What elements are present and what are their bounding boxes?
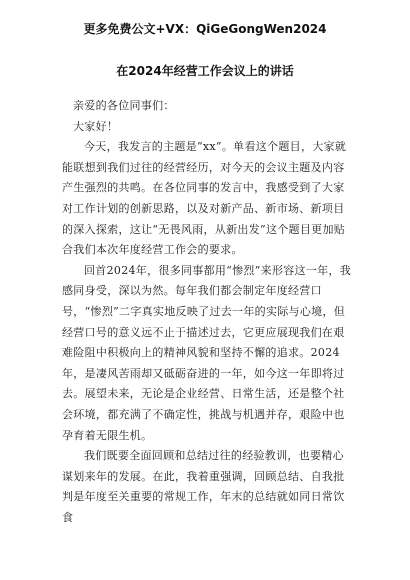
greeting: 大家好！ <box>73 119 119 133</box>
paragraph-3: 我们既要全面回顾和总结过往的经验教训，也要精心谋划来年的发展。在此，我着重强调，回顾总结、自我批判是年度至关重要的常规工作，年末的总结就如同日常饮食 <box>62 449 345 524</box>
paragraph-1: 今天，我发言的主题是“xx”。单看这个题目，大家就能联想到我们过往的经营经历，对今天的会议主题及内容产生强烈的共鸣。在各位同事的发言中，我感受到了大家对工作计划的创新思路，以及对新产品、新市场、新项目的深入探索，这让“无畏风雨，从新出发”这个题目更加贴合我们本次年度经营工作会的要求。 <box>62 140 347 257</box>
paragraph-2: 回首2024年，很多同事都用“惨烈”来形容这一年，我感同身受，深以为然。每年我们都会制定年度经营口号，“惨烈”二字真实地反映了过去一年的实际与心境，但经营口号的意义远不止于描述过去，它更应展现我们在艰难险阻中积极向上的精神风貌和坚持不懈的追求。2024年，是凄风苦雨却又砥砺奋进的一年，如今这一年即将过去。展望未来，无论是企业经营、日常生活，还是整个社会环境，都充满了不确定性，挑战与机遇并存，艰险中也孕育着无限生机。 <box>62 263 352 442</box>
document-title: 在2024年经营工作会议上的讲话 <box>116 64 294 78</box>
promo-header: 更多免费公文+VX：QiGeGongWen2024 <box>83 22 327 36</box>
salutation: 亲爱的各位同事们： <box>73 99 175 112</box>
document-body <box>62 96 352 528</box>
